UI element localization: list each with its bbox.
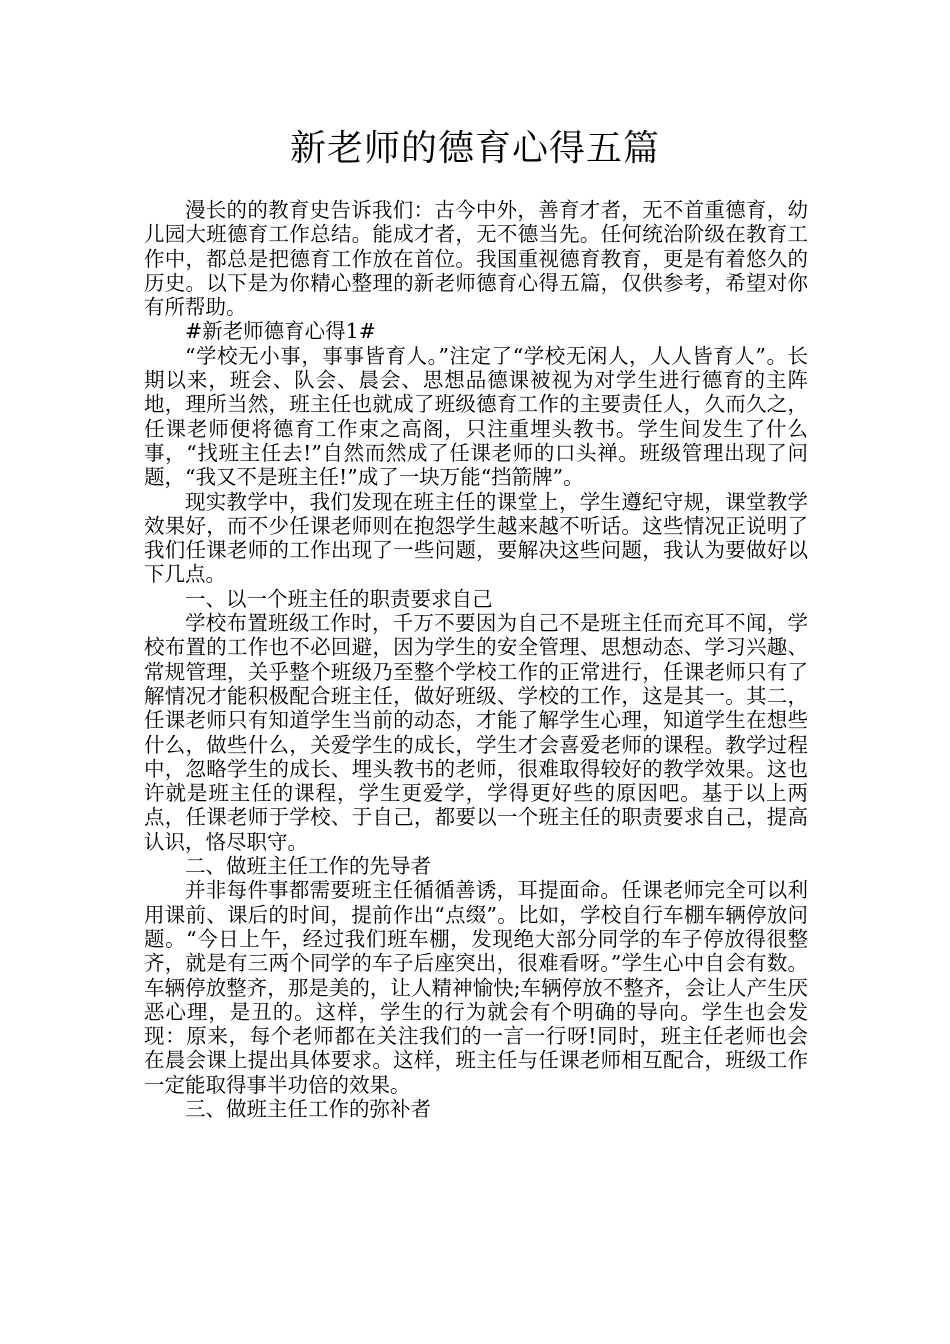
subheading-3: 三、做班主任工作的弥补者	[185, 1096, 431, 1121]
body-paragraph: 学校布置班级工作时，千万不要因为自己不是班主任而充耳不闻，学校布置的工作也不必回避，因为学生的安全管理、思想动态、学习兴趣、常规管理，关乎整个班级乃至整个学校工作的正常进行，任课老师只有了解情况才能积极配合班主任，做好班级、学校的工作，这是其一。其二，任课老师只有知道学生当前的动态，才能了解学生心理，知道学生在想些什么，做些什么，关爱学生的成长，学生才会喜爱老师的课程。教学过程中，忽略学生的成长、埋头教书的老师，很难取得较好的教学效果。这也许就是班主任的课程，学生更爱学，学得更好些的原因吧。基于以上两点，任课老师于学校、于自己，都要以一个班主任的职责要求自己，提高认识，恪尽职守。	[144, 611, 808, 854]
document-body	[144, 198, 808, 1121]
body-paragraph: 现实教学中，我们发现在班主任的课堂上，学生遵纪守规，课堂教学效果好，而不少任课老师则在抱怨学生越来越不听话。这些情况正说明了我们任课老师的工作出现了一些问题，要解决这些问题，我认为要做好以下几点。	[144, 489, 808, 587]
document-title: 新老师的德育心得五篇	[289, 128, 660, 169]
subheading-1: 一、以一个班主任的职责要求自己	[185, 586, 493, 611]
body-paragraph: “学校无小事，事事皆育人。”注定了“学校无闲人，人人皆育人”。长期以来，班会、队会、晨会、思想品德课被视为对学生进行德育的主阵地，理所当然，班主任也就成了班级德育工作的主要责任人，久而久之，任课老师便将德育工作束之高阁，只注重埋头教书。学生间发生了什么事，“找班主任去!”自然而然成了任课老师的口头禅。班级管理出现了问题，“我又不是班主任!”成了一块万能“挡箭牌”。	[144, 343, 808, 490]
section-heading-1: #新老师德育心得1#	[185, 319, 376, 344]
intro-paragraph: 漫长的的教育史告诉我们：古今中外，善育才者，无不首重德育，幼儿园大班德育工作总结。能成才者，无不德当先。任何统治阶级在教育工作中，都总是把德育工作放在首位。我国重视德育教育，更是有着悠久的历史。以下是为你精心整理的新老师德育心得五篇，仅供参考，希望对你有所帮助。	[144, 198, 808, 320]
subheading-2: 二、做班主任工作的先导者	[185, 854, 431, 879]
body-paragraph: 并非每件事都需要班主任循循善诱，耳提面命。任课老师完全可以利用课前、课后的时间，提前作出“点缀”。比如，学校自行车棚车辆停放问题。“今日上午，经过我们班车棚，发现绝大部分同学的车子停放得很整齐，就是有三两个同学的车子后座突出，很难看呀。”学生心中自会有数。车辆停放整齐，那是美的，让人精神愉快;车辆停放不整齐，会让人产生厌恶心理，是丑的。这样，学生的行为就会有个明确的导向。学生也会发现：原来，每个老师都在关注我们的一言一行呀!同时，班主任老师也会在晨会课上提出具体要求。这样，班主任与任课老师相互配合，班级工作一定能取得事半功倍的效果。	[144, 878, 808, 1097]
